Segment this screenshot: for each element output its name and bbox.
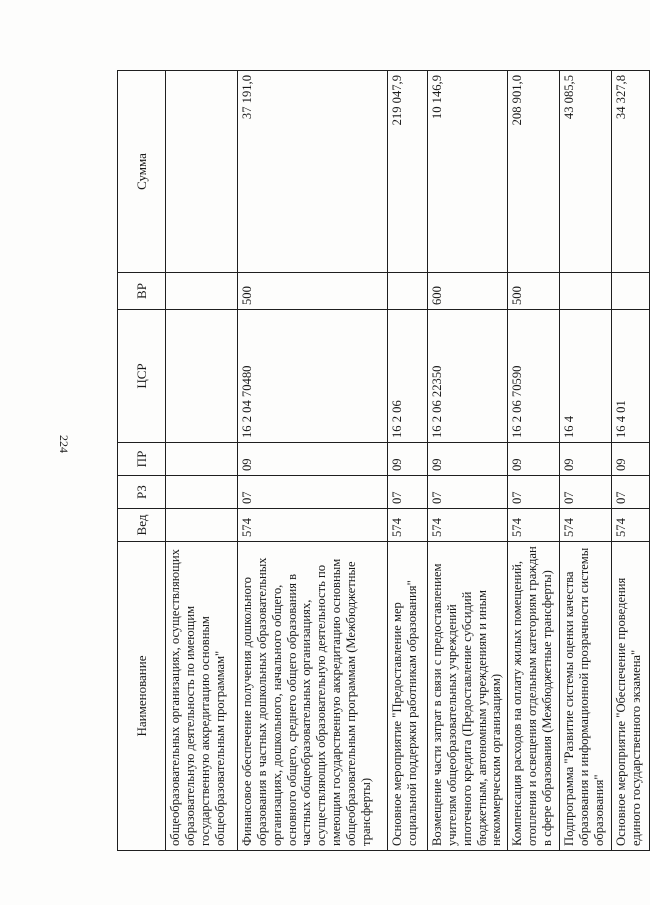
header-vr: ВР xyxy=(118,273,166,310)
cell-csr: 16 2 06 22350 xyxy=(428,310,508,443)
table-row xyxy=(508,71,560,851)
budget-table-rotated xyxy=(117,71,643,851)
cell-sum: 34 327,8 xyxy=(612,71,650,273)
cell-ved: 574 xyxy=(612,509,650,542)
cell-ved: 574 xyxy=(508,509,560,542)
cell-name: Основное мероприятие "Предоставление мер социальной поддержки работникам образования" xyxy=(388,542,428,851)
header-csr: ЦСР xyxy=(118,310,166,443)
cell-vr: 500 xyxy=(238,273,388,310)
cell-sum: 43 085,5 xyxy=(560,71,612,273)
page-number: 224 xyxy=(57,435,71,453)
table-row xyxy=(612,71,650,851)
table-row xyxy=(166,71,238,851)
cell-name: Финансовое обеспечение получения дошкольного образования в частных дошкольных образовательных организациях, дошкольного, начального общего, основного общего, среднего общего образования в частных общеобразовательных организациях, осуществляющих образовательную деятельность по имеющим государственную аккредитацию основным общеобразовательным программам (Межбюджетные трансферты) xyxy=(238,542,388,851)
cell-name: Основное мероприятие "Обеспечение проведения единого государственного экзамена" xyxy=(612,542,650,851)
cell-rz xyxy=(166,476,238,509)
cell-pr: 09 xyxy=(388,443,428,476)
cell-vr: 500 xyxy=(508,273,560,310)
table-row xyxy=(428,71,508,851)
cell-vr: 600 xyxy=(428,273,508,310)
cell-sum xyxy=(166,71,238,273)
budget-table xyxy=(117,70,650,851)
cell-rz: 07 xyxy=(428,476,508,509)
header-ved: Вед xyxy=(118,509,166,542)
cell-rz: 07 xyxy=(238,476,388,509)
cell-pr: 09 xyxy=(508,443,560,476)
cell-rz: 07 xyxy=(508,476,560,509)
cell-pr xyxy=(166,443,238,476)
cell-ved: 574 xyxy=(560,509,612,542)
table-row xyxy=(560,71,612,851)
cell-rz: 07 xyxy=(612,476,650,509)
cell-name: Подпрограмма "Развитие системы оценки качества образования и информационной прозрачности системы образования" xyxy=(560,542,612,851)
cell-sum: 10 146,9 xyxy=(428,71,508,273)
table-row xyxy=(238,71,388,851)
cell-ved: 574 xyxy=(428,509,508,542)
cell-ved: 574 xyxy=(388,509,428,542)
header-pr: ПР xyxy=(118,443,166,476)
cell-ved xyxy=(166,509,238,542)
cell-rz: 07 xyxy=(388,476,428,509)
cell-rz: 07 xyxy=(560,476,612,509)
cell-name: общеобразовательных организациях, осуществляющих образовательную деятельность по имеющим государственную аккредитацию основным общеобразовательным программам" xyxy=(166,542,238,851)
cell-sum: 219 047,9 xyxy=(388,71,428,273)
cell-pr: 09 xyxy=(560,443,612,476)
cell-csr: 16 2 04 70480 xyxy=(238,310,388,443)
table-header-row xyxy=(118,71,166,851)
cell-vr xyxy=(166,273,238,310)
cell-vr xyxy=(388,273,428,310)
header-rz: РЗ xyxy=(118,476,166,509)
cell-csr xyxy=(166,310,238,443)
cell-sum: 208 901,0 xyxy=(508,71,560,273)
header-sum: Сумма xyxy=(118,71,166,273)
cell-name: Компенсация расходов на оплату жилых помещений, отопления и освещения отдельным категориям граждан в сфере образования (Межбюджетные трансферты) xyxy=(508,542,560,851)
cell-name: Возмещение части затрат в связи с предоставлением учителям общеобразовательных учреждений ипотечного кредита (Предоставление субсидий бюджетным, автономным учреждениям и иным некоммерческим организациям) xyxy=(428,542,508,851)
table-row xyxy=(388,71,428,851)
cell-sum: 37 191,0 xyxy=(238,71,388,273)
cell-vr xyxy=(612,273,650,310)
header-name: Наименование xyxy=(118,542,166,851)
cell-csr: 16 4 xyxy=(560,310,612,443)
cell-csr: 16 2 06 xyxy=(388,310,428,443)
cell-pr: 09 xyxy=(428,443,508,476)
cell-csr: 16 4 01 xyxy=(612,310,650,443)
cell-vr xyxy=(560,273,612,310)
cell-csr: 16 2 06 70590 xyxy=(508,310,560,443)
cell-pr: 09 xyxy=(238,443,388,476)
cell-pr: 09 xyxy=(612,443,650,476)
cell-ved: 574 xyxy=(238,509,388,542)
